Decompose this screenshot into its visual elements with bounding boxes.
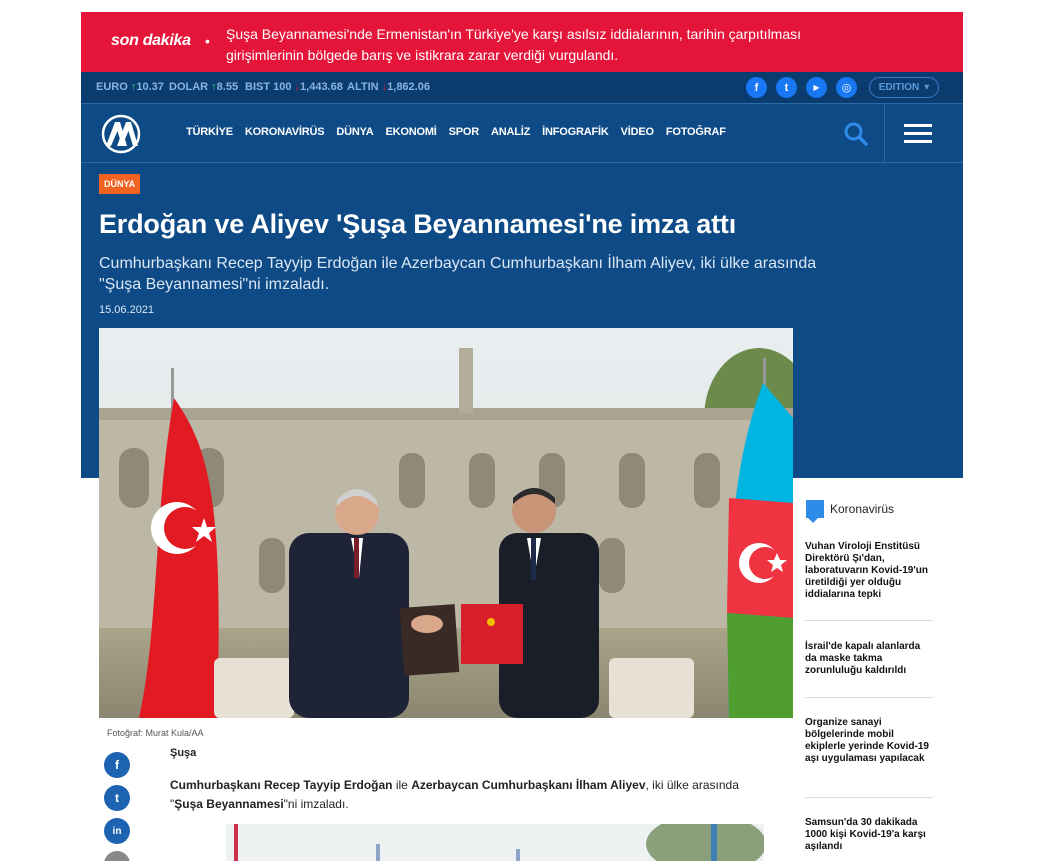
ticker-altin[interactable]: ALTIN ↓1,862.06 xyxy=(347,81,430,93)
arrow-up-icon: ↑ xyxy=(211,81,217,93)
share-facebook-icon[interactable]: f xyxy=(104,752,130,778)
sidebar-divider xyxy=(805,797,933,798)
sidebar-divider xyxy=(805,620,933,621)
header-divider xyxy=(884,104,885,162)
chevron-down-icon: ▾ xyxy=(924,82,930,93)
ticker-bist[interactable]: BIST 100 ↓1,443.68 xyxy=(245,81,343,93)
breaking-news-bar[interactable] xyxy=(81,12,963,72)
nav-fotograf[interactable]: FOTOĞRAF xyxy=(665,126,726,138)
nav-spor[interactable]: SPOR xyxy=(448,126,480,138)
bullet: • xyxy=(205,33,210,49)
arrow-down-icon: ↓ xyxy=(294,81,301,93)
share-linkedin-icon[interactable]: in xyxy=(104,818,130,844)
second-photo[interactable] xyxy=(226,824,764,861)
youtube-icon[interactable]: ▶ xyxy=(806,77,827,98)
facebook-icon[interactable]: f xyxy=(746,77,767,98)
share-more-icon[interactable] xyxy=(104,851,130,861)
breaking-text[interactable]: Şuşa Beyannamesi'nde Ermenistan'ın Türkiye'ye karşı asılsız iddialarının, tarihin çarpıtılması girişimlerinin bölgede barış ve istikrara zarar verdiği vurgulandı. xyxy=(226,26,802,63)
category-badge[interactable]: DÜNYA xyxy=(99,174,140,194)
nav-koronavirus[interactable]: KORONAVİRÜS xyxy=(244,126,325,138)
nav-analiz[interactable]: ANALİZ xyxy=(491,126,531,138)
nav-turkiye[interactable]: TÜRKİYE xyxy=(186,126,233,138)
nav-ekonomi[interactable]: EKONOMİ xyxy=(385,126,437,138)
ticker-euro[interactable]: EURO ↑10.37 xyxy=(96,81,164,93)
sidebar-divider xyxy=(805,697,933,698)
photo-caption: Fotoğraf: Murat Kula/AA xyxy=(107,728,204,738)
aa-logo[interactable] xyxy=(98,114,144,154)
sidebar-news-item[interactable]: Samsun'da 30 dakikada 1000 kişi Kovid-19'a karşı aşılandı xyxy=(805,817,926,852)
hamburger-menu-icon[interactable] xyxy=(904,124,932,144)
article-photo[interactable] xyxy=(99,328,793,718)
site-header xyxy=(81,103,963,163)
edition-button[interactable]: EDITION ▾ xyxy=(869,77,939,98)
sidebar-news-item[interactable]: Vuhan Viroloji Enstitüsü Direktörü Şı'dan, laboratuvarın Kovid-19'un üretildiği yer olduğu iddialarına tepki xyxy=(805,541,928,600)
dateline-city: Şuşa xyxy=(170,747,197,759)
sidebar-news-item[interactable]: Organize sanayi bölgelerinde mobil ekiplerle yerinde Kovid-19 aşı uygulaması yapılacak xyxy=(805,717,929,764)
speech-bubble-icon xyxy=(806,500,824,518)
article-lead: Cumhurbaşkanı Recep Tayyip Erdoğan ile Azerbaycan Cumhurbaşkanı İlham Aliyev, iki ülke arasında "Şuşa Beyannamesi"ni imzaladı. xyxy=(170,778,739,811)
article-date: 15.06.2021 xyxy=(99,304,155,316)
nav-infografik[interactable]: İNFOGRAFİK xyxy=(542,126,609,138)
market-ticker xyxy=(81,72,963,103)
sidebar-title: Koronavirüs xyxy=(830,502,895,516)
sidebar-header[interactable] xyxy=(806,500,894,518)
nav-dunya[interactable]: DÜNYA xyxy=(336,126,374,138)
twitter-icon[interactable]: t xyxy=(776,77,797,98)
search-icon[interactable] xyxy=(843,121,869,147)
nav-video[interactable]: VİDEO xyxy=(620,126,654,138)
arrow-up-icon: ↑ xyxy=(130,81,137,93)
article-title: Erdoğan ve Aliyev 'Şuşa Beyannamesi'ne imza attı xyxy=(99,209,736,239)
breaking-tag: son dakika xyxy=(111,32,191,49)
share-twitter-icon[interactable]: t xyxy=(104,785,130,811)
instagram-icon[interactable]: ◎ xyxy=(836,77,857,98)
sidebar-news-item[interactable]: İsrail'de kapalı alanlarda da maske takma zorunluluğu kaldırıldı xyxy=(805,641,921,676)
ticker-dolar[interactable]: DOLAR ↑8.55 xyxy=(169,81,239,93)
main-nav xyxy=(186,126,738,138)
arrow-down-icon: ↓ xyxy=(381,81,388,93)
article-summary: Cumhurbaşkanı Recep Tayyip Erdoğan ile Azerbaycan Cumhurbaşkanı İlham Aliyev, iki ülke arasında "Şuşa Beyannamesi"ni imzaladı. xyxy=(99,255,817,293)
